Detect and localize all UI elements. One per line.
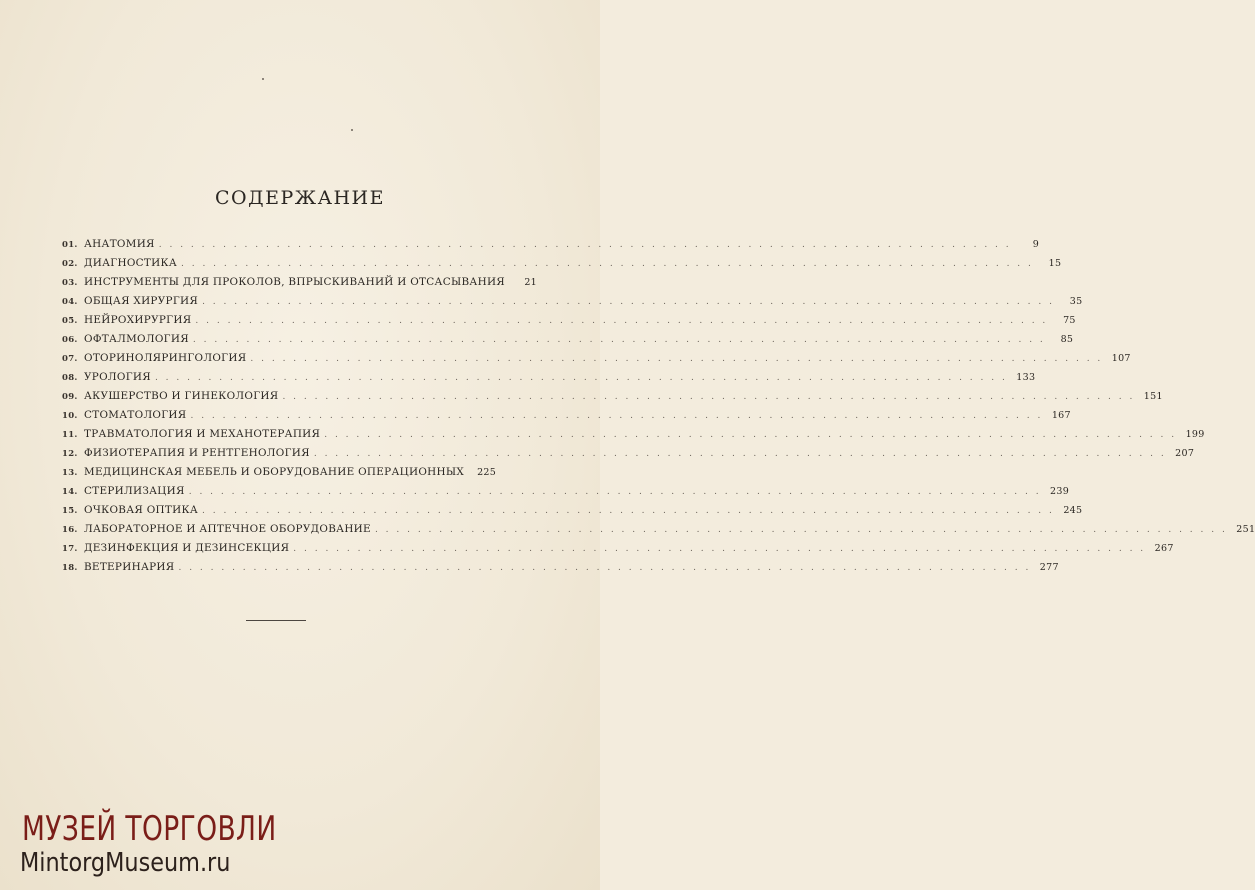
toc-entry-label: ОЧКОВАЯ ОПТИКА (84, 504, 198, 516)
toc-entry (62, 542, 1174, 561)
toc-entry-label: АКУШЕРСТВО И ГИНЕКОЛОГИЯ (84, 390, 279, 402)
museum-watermark: МУЗЕЙ ТОРГОВЛИ (22, 809, 277, 849)
divider-rule (246, 620, 306, 621)
toc-entry-label: ЛАБОРАТОРНОЕ И АПТЕЧНОЕ ОБОРУДОВАНИЕ (84, 523, 371, 535)
toc-entry-page: 9 (1032, 239, 1040, 250)
toc-entry-number: 04. (62, 297, 78, 307)
paper-speck (351, 129, 353, 131)
toc-entry-page: 167 (1051, 410, 1071, 421)
toc-entry-label: ОТОРИНОЛЯРИНГОЛОГИЯ (84, 352, 247, 364)
toc-entry (62, 257, 1062, 276)
toc-leader-dots: . . . . . . . . . . . . . . . . . . . . . . . . . . . . . . . . . . . . . . . . . . . . . . . . . . . . . . . . . . . . . . . . . . . . . . . . . . . . . . . . (188, 487, 1042, 497)
toc-entry-page: 35 (1069, 296, 1083, 307)
toc-entry-label: ТРАВМАТОЛОГИЯ И МЕХАНОТЕРАПИЯ (84, 428, 321, 440)
toc-leader-dots: . . . . . . . . . . . . . . . . . . . . . . . . . . . . . . . . . . . . . . . . . . . . . . . . . . . . . . . . . . . . . . . . . . . . . . . . . . . . . . . . (190, 411, 1043, 421)
table-of-contents (62, 238, 1255, 580)
toc-entry (62, 466, 497, 485)
toc-entry-page: 107 (1111, 353, 1131, 364)
toc-entry-page: 85 (1060, 334, 1074, 345)
toc-entry (62, 371, 1036, 390)
toc-entry-page: 75 (1063, 315, 1076, 326)
page-title: СОДЕРЖАНИЕ (215, 187, 385, 209)
toc-entry-page: 239 (1050, 486, 1070, 497)
toc-leader-dots: . . . . . . . . . . . . . . . . . . . . . . . . . . . . . . . . . . . . . . . . . . . . . . . . . . . . . . . . . . . . . . . . . . . . . . . . . . . . . . . . (374, 525, 1228, 535)
toc-leader-dots: . . . . . . . . . . . . . . . . . . . . . . . . . . . . . . . . . . . . . . . . . . . . . . . . . . . . . . . . . . . . . . . . . . . . . . . . . . . . . . . . (154, 373, 1008, 383)
toc-entry (62, 504, 1083, 523)
toc-entry-number: 01. (62, 240, 78, 250)
toc-leader-dots: . . . . . . . . . . . . . . . . . . . . . . . . . . . . . . . . . . . . . . . . . . . . . . . . . . . . . . . . . . . . . . . . . . . . . . . . . . . . . . . . (282, 392, 1135, 402)
toc-entry (62, 238, 1040, 257)
toc-entry-page: 199 (1185, 429, 1205, 440)
toc-entry-number: 05. (62, 316, 78, 326)
toc-entry (62, 314, 1076, 333)
museum-url-watermark: MintorgMuseum.ru (20, 848, 231, 878)
toc-entry-number: 09. (62, 392, 78, 402)
toc-entry-number: 11. (62, 430, 78, 440)
toc-entry-page: 133 (1016, 372, 1036, 383)
toc-entry-number: 18. (62, 563, 78, 573)
toc-entry (62, 333, 1074, 352)
toc-entry-page: 225 (477, 467, 497, 478)
toc-entry-number: 17. (62, 544, 78, 554)
toc-entry (62, 485, 1070, 504)
toc-entry-label: НЕЙРОХИРУРГИЯ (84, 314, 192, 326)
toc-leader-dots: . . . . . . . . . . . . . . . . . . . . . . . . . . . . . . . . . . . . . . . . . . . . . . . . . . . . . . . . . . . . . . . . . . . . . . . . . . . . . . . . (202, 506, 1055, 516)
toc-entry-page: 267 (1154, 543, 1174, 554)
toc-entry-number: 14. (62, 487, 78, 497)
toc-entry-number: 10. (62, 411, 78, 421)
toc-entry (62, 276, 538, 295)
toc-entry-page: 207 (1175, 448, 1195, 459)
toc-entry-number: 16. (62, 525, 78, 535)
toc-entry-label: СТЕРИЛИЗАЦИЯ (84, 485, 185, 497)
toc-leader-dots: . . . . . . . . . . . . . . . . . . . . . . . . . . . . . . . . . . . . . . . . . . . . . . . . . . . . . . . . . . . . . . . . . . . . . . . . . . . . . . . . (293, 544, 1146, 554)
toc-entry-label: ДИАГНОСТИКА (84, 257, 177, 269)
toc-entry (62, 390, 1163, 409)
toc-leader-dots: . . . . . . . . . . . . . . . . . . . . . . . . . . . . . . . . . . . . . . . . . . . . . . . . . . . . . . . . . . . . . . . . . . . . . . . . . . . . . . . . (195, 316, 1048, 326)
toc-entry-page: 277 (1039, 562, 1059, 573)
toc-leader-dots: . . . . . . . . . . . . . . . . . . . . . . . . . . . . . . . . . . . . . . . . . . . . . . . . . . . . . . . . . . . . . . . . . . . . . . . . . . . . . . . . (181, 259, 1034, 269)
toc-entry (62, 352, 1131, 371)
toc-entry-label: ОБЩАЯ ХИРУРГИЯ (84, 295, 199, 307)
toc-entry-number: 12. (62, 449, 78, 459)
toc-entry-page: 21 (524, 277, 538, 288)
toc-entry-page: 245 (1063, 505, 1083, 516)
toc-entry (62, 428, 1205, 447)
toc-entry-label: ОФТАЛМОЛОГИЯ (84, 333, 189, 345)
toc-entry-label: АНАТОМИЯ (84, 238, 155, 250)
toc-leader-dots: . . . . . . . . . . . . . . . . . . . . . . . . . . . . . . . . . . . . . . . . . . . . . . . . . . . . . . . . . . . . . . . . . . . . . . . . . . . . . . . . (202, 297, 1055, 307)
toc-entry-number: 13. (62, 468, 78, 478)
toc-leader-dots: . . . . . . . . . . . . . . . . . . . . . . . . . . . . . . . . . . . . . . . . . . . . . . . . . . . . . . . . . . . . . . . . . . . . . . . . . . . . . . . . (324, 430, 1177, 440)
toc-entry (62, 409, 1071, 428)
toc-entry-label: ДЕЗИНФЕКЦИЯ И ДЕЗИНСЕКЦИЯ (84, 542, 290, 554)
toc-entry-label: УРОЛОГИЯ (84, 371, 151, 383)
toc-entry (62, 447, 1195, 466)
toc-entry-number: 07. (62, 354, 78, 364)
toc-leader-dots: . . . . . . . . . . . . . . . . . . . . . . . . . . . . . . . . . . . . . . . . . . . . . . . . . . . . . . . . . . . . . . . . . . . . . . . . . . . . . . . . (158, 240, 1012, 250)
toc-entry-page: 151 (1143, 391, 1163, 402)
toc-leader-dots: . . . . . . . . . . . . . . . . . . . . . . . . . . . . . . . . . . . . . . . . . . . . . . . . . . . . . . . . . . . . . . . . . . . . . . . . . . . . . . . . (313, 449, 1167, 459)
toc-entry-label: ВЕТЕРИНАРИЯ (84, 561, 175, 573)
toc-entry-number: 03. (62, 278, 78, 288)
toc-entry-page: 251 (1236, 524, 1255, 535)
toc-entry-label: МЕДИЦИНСКАЯ МЕБЕЛЬ И ОБОРУДОВАНИЕ ОПЕРАЦИОННЫХ (84, 466, 465, 478)
paper-speck (262, 78, 264, 80)
toc-entry-label: ИНСТРУМЕНТЫ ДЛЯ ПРОКОЛОВ, ВПРЫСКИВАНИЙ И ОТСАСЫВАНИЯ (84, 276, 506, 288)
toc-leader-dots: . . . . . . . . . . . . . . . . . . . . . . . . . . . . . . . . . . . . . . . . . . . . . . . . . . . . . . . . . . . . . . . . . . . . . . . . . . . . . . . . (250, 354, 1103, 364)
toc-entry (62, 295, 1083, 314)
toc-entry-number: 06. (62, 335, 78, 345)
toc-entry-number: 02. (62, 259, 78, 269)
toc-leader-dots: . . . . . . . . . . . . . . . . . . . . . . . . . . . . . . . . . . . . . . . . . . . . . . . . . . . . . . . . . . . . . . . . . . . . . . . . . . . . . . . . (178, 563, 1031, 573)
toc-entry-label: ФИЗИОТЕРАПИЯ И РЕНТГЕНОЛОГИЯ (84, 447, 310, 459)
toc-entry-number: 15. (62, 506, 78, 516)
toc-entry-number: 08. (62, 373, 78, 383)
toc-entry-label: СТОМАТОЛОГИЯ (84, 409, 187, 421)
toc-entry (62, 523, 1255, 542)
toc-entry (62, 561, 1059, 580)
toc-leader-dots: . . . . . . . . . . . . . . . . . . . . . . . . . . . . . . . . . . . . . . . . . . . . . . . . . . . . . . . . . . . . . . . . . . . . . . . . . . . . . . . . (192, 335, 1046, 345)
toc-entry-page: 15 (1048, 258, 1062, 269)
